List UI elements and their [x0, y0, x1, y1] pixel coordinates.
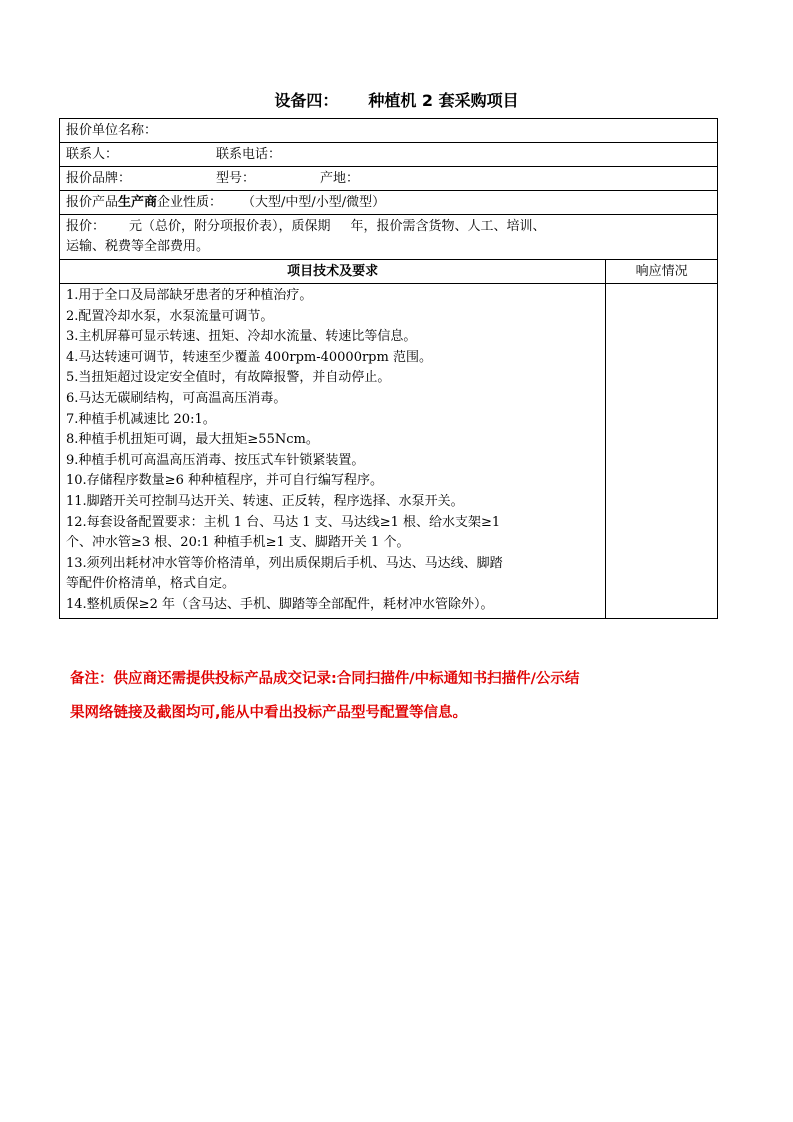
- remark-line-2: 果网络链接及截图均可,能从中看出投标产品型号配置等信息。: [70, 705, 468, 721]
- requirement-item: 1.用于全口及局部缺牙患者的牙种植治疗。: [66, 288, 313, 303]
- requirements-row: [60, 284, 718, 619]
- quotation-form-table: [59, 118, 718, 619]
- requirement-item: 个、冲水管≥3 根、20:1 种植手机≥1 支、脚踏开关 1 个。: [66, 535, 410, 551]
- producer-bold: 生产商: [118, 195, 158, 210]
- requirement-item: 3.主机屏幕可显示转速、扭矩、冷却水流量、转速比等信息。: [66, 329, 417, 345]
- page-title: [0, 88, 793, 111]
- quote-unit-field[interactable]: 报价单位名称：: [60, 119, 718, 143]
- price-label[interactable]: 报价：: [66, 219, 106, 234]
- producer-row: [60, 191, 718, 215]
- producer-options[interactable]: （大型/中型/小型/微型）: [242, 195, 386, 210]
- requirement-item: 9.种植手机可高温高压消毒、按压式车针锁紧装置。: [66, 452, 365, 468]
- price-row: [60, 215, 718, 260]
- title-part1: 设备四：: [274, 91, 339, 110]
- price-text: 元（总价，附分项报价表），质保期: [129, 219, 331, 234]
- requirements-list: [60, 284, 606, 619]
- requirement-item: 5.当扭矩超过设定安全值时，有故障报警，并自动停止。: [66, 370, 391, 386]
- requirement-item: 11.脚踏开关可控制马达开关、转速、正反转，程序选择、水泵开关。: [66, 493, 464, 509]
- requirements-header: 项目技术及要求: [60, 260, 606, 284]
- requirement-item: 4.马达转速可调节，转速至少覆盖 400rpm-40000rpm 范围。: [66, 349, 432, 365]
- brand-field[interactable]: 报价品牌：: [66, 171, 132, 186]
- producer-suffix: 企业性质：: [157, 195, 223, 210]
- requirement-item: 12.每套设备配置要求：主机 1 台、马达 1 支、马达线≥1 根、给水支架≥1: [66, 514, 501, 530]
- title-part2: 种植机 2 套采购项目: [368, 91, 519, 110]
- requirement-item: 2.配置冷却水泵，水泵流量可调节。: [66, 308, 274, 324]
- response-header: 响应情况: [606, 260, 718, 284]
- contact-phone-field[interactable]: 联系电话：: [216, 147, 282, 162]
- header-row: [60, 260, 718, 284]
- remark-note: [70, 662, 730, 730]
- price-text-2: 年，报价需含货物、人工、培训、: [350, 219, 546, 234]
- response-cell[interactable]: [606, 284, 718, 619]
- origin-field[interactable]: 产地：: [320, 171, 360, 186]
- contact-row: [60, 143, 718, 167]
- model-field[interactable]: 型号：: [216, 171, 256, 186]
- requirement-item: 等配件价格清单，格式自定。: [66, 576, 236, 592]
- quote-unit-row: [60, 119, 718, 143]
- requirement-item: 13.须列出耗材冲水管等价格清单，列出质保期后手机、马达、马达线、脚踏: [66, 555, 503, 571]
- requirement-item: 6.马达无碳刷结构，可高温高压消毒。: [66, 390, 287, 406]
- contact-person-field[interactable]: 联系人：: [66, 147, 119, 162]
- requirement-item: 8.种植手机扭矩可调，最大扭矩≥55Ncm。: [66, 432, 319, 448]
- remark-line-1: 备注：供应商还需提供投标产品成交记录:合同扫描件/中标通知书扫描件/公示结: [70, 671, 580, 687]
- brand-row: [60, 167, 718, 191]
- requirement-item: 14.整机质保≥2 年（含马达、手机、脚踏等全部配件，耗材冲水管除外）。: [66, 596, 494, 612]
- producer-prefix: 报价产品: [66, 195, 119, 210]
- requirement-item: 7.种植手机减速比 20:1。: [66, 411, 216, 427]
- price-text-3: 运输、税费等全部费用。: [66, 239, 210, 254]
- requirement-item: 10.存储程序数量≥6 种种植程序，并可自行编写程序。: [66, 473, 383, 489]
